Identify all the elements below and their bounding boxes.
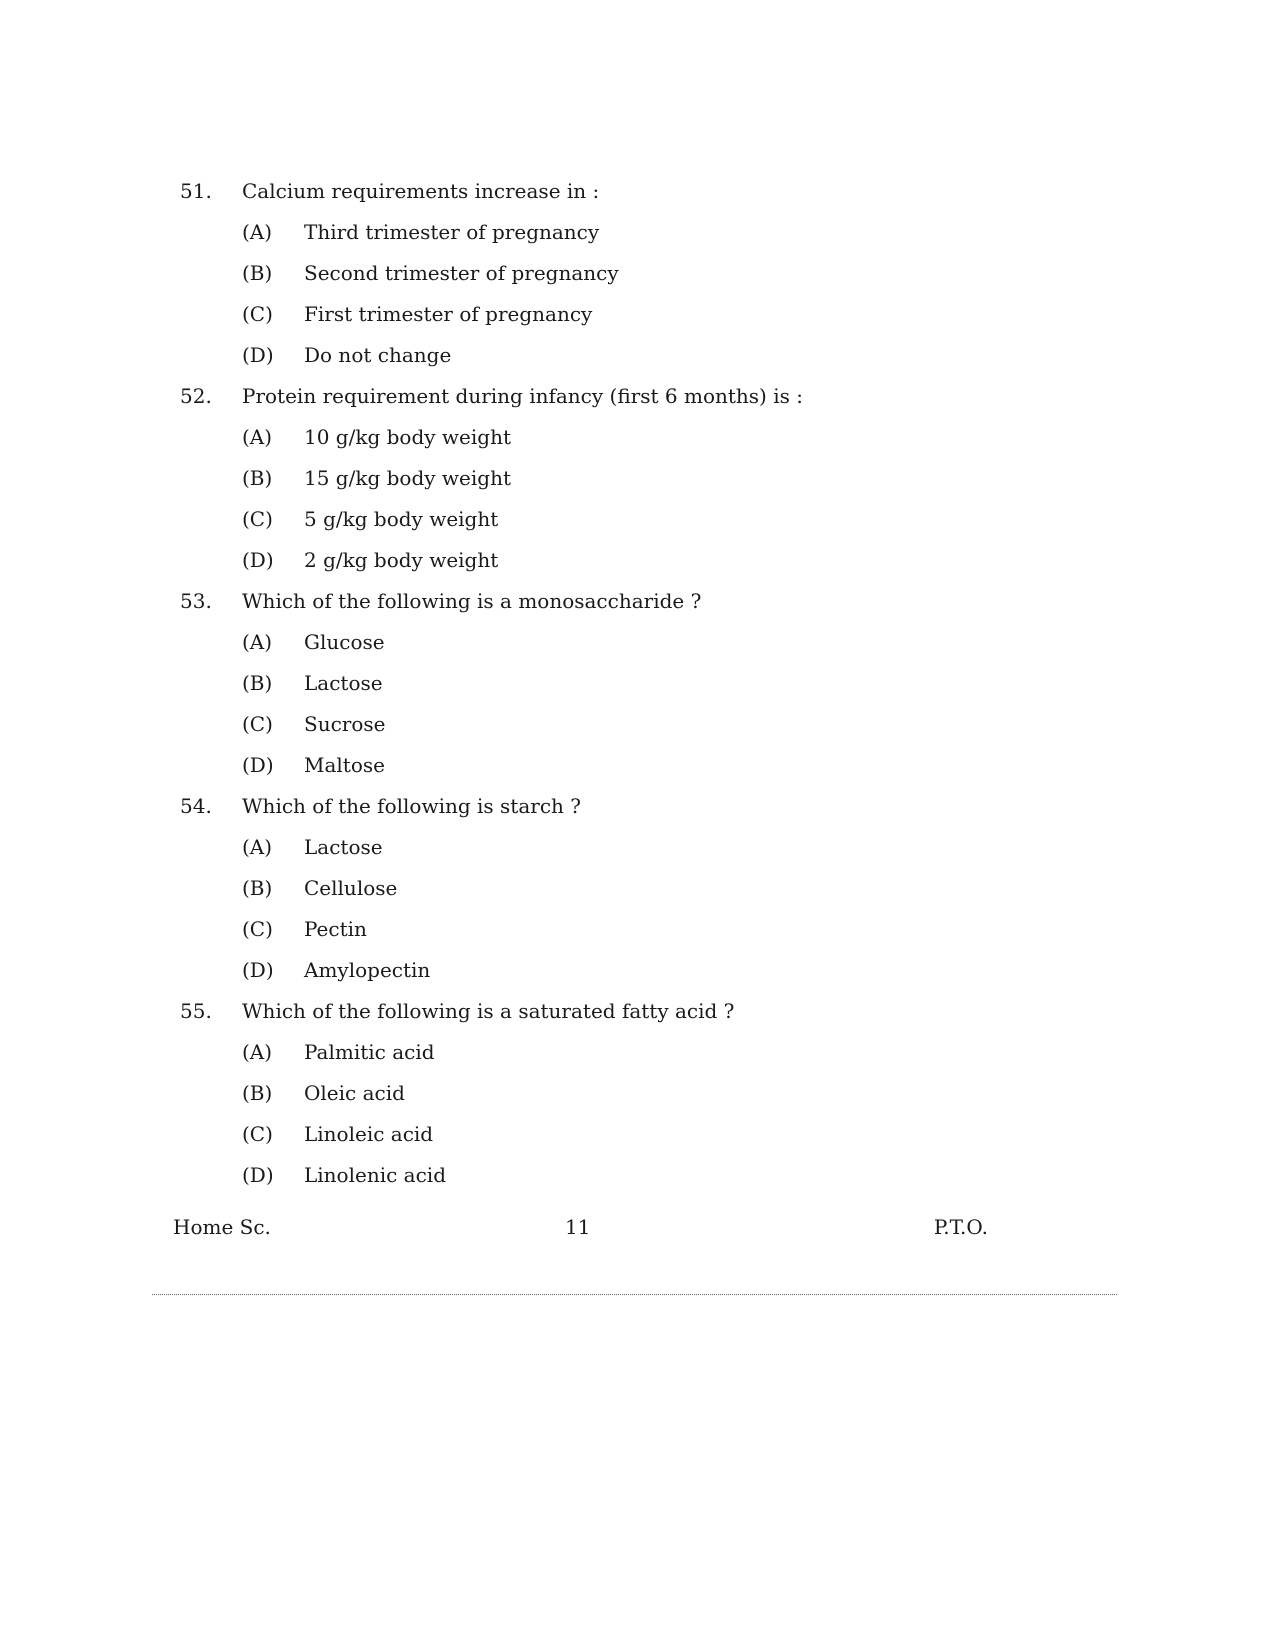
question-55 xyxy=(180,990,1080,1195)
option-text: 5 g/kg body weight xyxy=(304,506,499,531)
option-c xyxy=(180,1113,1080,1154)
option-label: (C) xyxy=(242,301,273,326)
option-text: 2 g/kg body weight xyxy=(304,547,499,572)
footer-pto: P.T.O. xyxy=(933,1215,988,1239)
option-d xyxy=(180,744,1080,785)
option-label: (B) xyxy=(242,670,273,695)
question-number: 54. xyxy=(180,793,212,818)
option-label: (A) xyxy=(242,219,273,244)
option-text: Sucrose xyxy=(304,711,386,736)
option-text: Amylopectin xyxy=(304,957,431,982)
option-text: Lactose xyxy=(304,834,383,859)
option-label: (D) xyxy=(242,342,274,367)
option-c xyxy=(180,498,1080,539)
question-list xyxy=(180,170,1080,1195)
option-text: Third trimester of pregnancy xyxy=(304,219,600,244)
footer-subject: Home Sc. xyxy=(173,1215,271,1239)
question-header xyxy=(180,785,1080,826)
question-header xyxy=(180,170,1080,211)
option-label: (A) xyxy=(242,629,273,654)
option-text: 15 g/kg body weight xyxy=(304,465,512,490)
option-label: (D) xyxy=(242,1162,274,1187)
option-c xyxy=(180,908,1080,949)
option-b xyxy=(180,867,1080,908)
page-divider xyxy=(152,1294,1117,1295)
option-label: (A) xyxy=(242,424,273,449)
question-text: Protein requirement during infancy (first 6 months) is : xyxy=(242,383,803,408)
option-label: (C) xyxy=(242,711,273,736)
option-text: First trimester of pregnancy xyxy=(304,301,593,326)
option-c xyxy=(180,293,1080,334)
option-label: (C) xyxy=(242,916,273,941)
option-label: (D) xyxy=(242,752,274,777)
option-d xyxy=(180,949,1080,990)
option-d xyxy=(180,539,1080,580)
question-number: 51. xyxy=(180,178,212,203)
option-text: Maltose xyxy=(304,752,385,777)
option-b xyxy=(180,1072,1080,1113)
question-text: Which of the following is a monosaccharide ? xyxy=(242,588,702,613)
question-54 xyxy=(180,785,1080,990)
option-d xyxy=(180,1154,1080,1195)
option-label: (C) xyxy=(242,506,273,531)
question-text: Which of the following is a saturated fatty acid ? xyxy=(242,998,735,1023)
option-label: (B) xyxy=(242,875,273,900)
option-text: Oleic acid xyxy=(304,1080,405,1105)
option-label: (B) xyxy=(242,1080,273,1105)
option-label: (A) xyxy=(242,834,273,859)
question-header xyxy=(180,375,1080,416)
option-a xyxy=(180,416,1080,457)
option-label: (A) xyxy=(242,1039,273,1064)
question-number: 53. xyxy=(180,588,212,613)
question-number: 55. xyxy=(180,998,212,1023)
option-text: 10 g/kg body weight xyxy=(304,424,512,449)
option-text: Linolenic acid xyxy=(304,1162,446,1187)
option-a xyxy=(180,826,1080,867)
option-d xyxy=(180,334,1080,375)
question-53 xyxy=(180,580,1080,785)
option-label: (B) xyxy=(242,465,273,490)
question-52 xyxy=(180,375,1080,580)
footer-page-number: 11 xyxy=(565,1215,591,1239)
option-text: Pectin xyxy=(304,916,367,941)
question-text: Calcium requirements increase in : xyxy=(242,178,600,203)
option-label: (B) xyxy=(242,260,273,285)
question-header xyxy=(180,580,1080,621)
question-number: 52. xyxy=(180,383,212,408)
option-label: (D) xyxy=(242,547,274,572)
question-51 xyxy=(180,170,1080,375)
option-text: Palmitic acid xyxy=(304,1039,435,1064)
option-a xyxy=(180,621,1080,662)
option-text: Do not change xyxy=(304,342,452,367)
option-text: Cellulose xyxy=(304,875,398,900)
question-text: Which of the following is starch ? xyxy=(242,793,581,818)
option-c xyxy=(180,703,1080,744)
option-a xyxy=(180,1031,1080,1072)
option-text: Second trimester of pregnancy xyxy=(304,260,619,285)
option-a xyxy=(180,211,1080,252)
option-text: Glucose xyxy=(304,629,385,654)
option-b xyxy=(180,252,1080,293)
option-label: (C) xyxy=(242,1121,273,1146)
option-text: Linoleic acid xyxy=(304,1121,434,1146)
option-b xyxy=(180,457,1080,498)
page-footer xyxy=(173,1215,988,1245)
option-text: Lactose xyxy=(304,670,383,695)
question-header xyxy=(180,990,1080,1031)
option-label: (D) xyxy=(242,957,274,982)
option-b xyxy=(180,662,1080,703)
